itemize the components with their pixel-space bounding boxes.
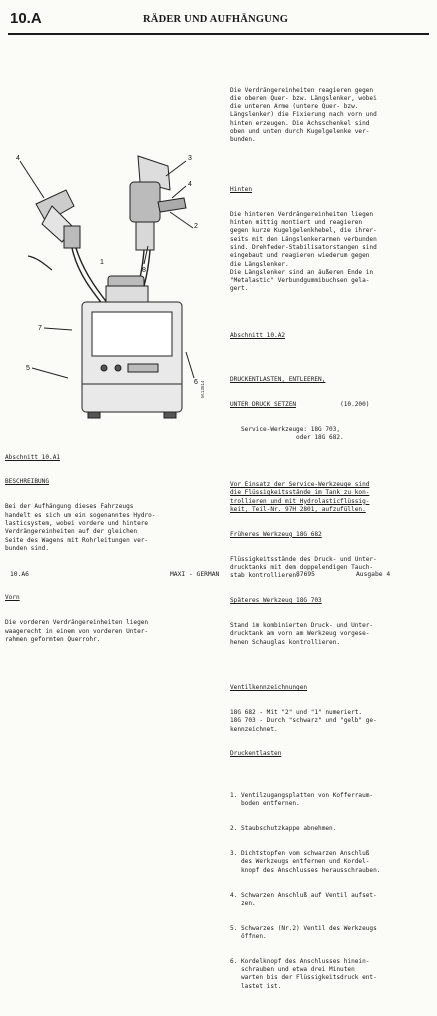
ventil-paragraph: 18G 682 - Mit "2" und "1" numeriert. 18G 703 - Durch "schwarz" und "gelb" ge- kennzeichnet. — [230, 708, 377, 733]
footer-model: MAXI - GERMAN — [170, 571, 220, 578]
footer-code: 87695 — [296, 571, 315, 578]
left-column — [5, 437, 155, 652]
section-heading: Abschnitt 10.A1 — [5, 453, 61, 461]
section-number: 10.A — [10, 10, 42, 27]
spaeteres-paragraph: Stand im kombinierten Druck- und Unter- drucktank am vorn am Werkzeug vorgese- henen Schauglas kontrollieren. — [230, 622, 374, 646]
header-rule — [8, 33, 429, 35]
list-item: 3. Dichtstopfen vom schwarzen Anschluß des Werkzeugs entfernen und Kordel- knopf des Anschlusses herausschrauben. — [230, 850, 381, 874]
callout-label: 1 — [100, 259, 104, 266]
callout-label: 5 — [26, 365, 30, 372]
vorn-paragraph: Die vorderen Verdrängereinheiten liegen waagerecht in einem von vorderen Unter- rahmen geformten Querrohr. — [5, 619, 149, 643]
subheading: BESCHREIBUNG — [5, 478, 50, 486]
footer-page-ref: 10.A6 — [10, 571, 29, 578]
frueheres-heading: Früheres Werkzeug 18G 682 — [230, 530, 322, 538]
hinten-paragraph: Die hinteren Verdrängereinheiten liegen hinten mittig montiert und reagieren gegen kurze Kugelgelenkhebel, die ihrer- seits mit den Längslenkerarmen verbunden sind. Drehfeder-Stabilisatorstangen sind eingebaut und reagieren wiederum gegen die Längslenker. Die Längslenker sind an äußeren Ende in "Metalastic" Verbundgummibuchsen gela- gert. — [230, 210, 377, 293]
druck-heading: DRUCKENTLASTEN, ENTLEEREN, — [230, 376, 326, 384]
callout-label: 7 — [38, 325, 42, 332]
suspension-tool-illustration — [8, 146, 218, 436]
list-item: 4. Schwarzen Anschluß auf Ventil aufset- zen. — [230, 891, 377, 907]
druckentlasten-heading: Druckentlasten — [230, 750, 282, 758]
section-heading-2: Abschnitt 10.A2 — [230, 331, 286, 339]
page-title: RÄDER UND AUFHÄNGUNG — [143, 14, 289, 25]
service-tools: Service-Werkzeuge: 18G 703, oder 18G 682. — [241, 426, 344, 442]
warning-paragraph: Vor Einsatz der Service-Werkzeuge sind die Flüssigkeitsstände im Tank zu kon- trollieren und mit Hydrolasticflüssig- keit, Teil-Nr. 97H 2801, aufzufüllen. — [230, 480, 370, 513]
right-column — [230, 70, 380, 1016]
ventil-heading: Ventilkennzeichnungen — [230, 684, 308, 692]
intro-paragraph: Die Verdrängereinheiten reagieren gegen die oberen Quer- bzw. Längslenker, wobei die unteren Arme (untere Quer- bzw. Längslenker) die Fixierung nach vorn und hinten erzeugen. Die Achsschenkel sind oben und unten durch Kugelgelenke ver- bunden. — [230, 86, 377, 144]
footer-edition: Ausgabe 4 — [356, 571, 391, 578]
callout-label: 8 — [142, 267, 146, 274]
callout-label: 6 — [194, 379, 198, 386]
step-list — [230, 775, 380, 1007]
list-item: 1. Ventilzugangsplatten von Kofferraum- boden entfernen. — [230, 791, 374, 808]
list-item: 2. Staubschutzkappe abnehmen. — [230, 825, 337, 833]
spaeteres-heading: Späteres Werkzeug 18G 703 — [230, 597, 322, 605]
callout-label: 2 — [194, 223, 198, 230]
callout-label: 3 — [188, 155, 192, 162]
operation-code: (10.200) — [340, 401, 370, 409]
description-paragraph: Bei der Aufhängung dieses Fahrzeugs handelt es sich um ein sogenanntes Hydro- lasticsystem, wobei vordere und hintere Verdrängereinheiten auf der gleichen Seite des Wagens mit Rohrleitungen ver- bunden sind. — [5, 503, 156, 552]
callout-label: 4 — [16, 155, 20, 162]
callout-label: 4 — [188, 181, 192, 188]
vorn-heading: Vorn — [5, 594, 20, 602]
list-item: 5. Schwarzes (Nr.2) Ventil des Werkzeugs öffnen. — [230, 924, 377, 940]
frueheres-paragraph: Flüssigkeitsstände des Druck- und Unter- drucktanks mit dem doppelendigen Tauch- stab kontrollieren. — [230, 555, 377, 580]
list-item: 6. Kordelknopf des Anschlusses hinein- schrauben und etwa drei Minuten warten bis der Flüssigkeitsdruck ent- lastet ist. — [230, 957, 377, 990]
unter-druck-heading: UNTER DRUCK SETZEN — [230, 401, 297, 409]
figure-code: M.13514 — [200, 380, 205, 398]
hinten-heading: Hinten — [230, 185, 253, 193]
